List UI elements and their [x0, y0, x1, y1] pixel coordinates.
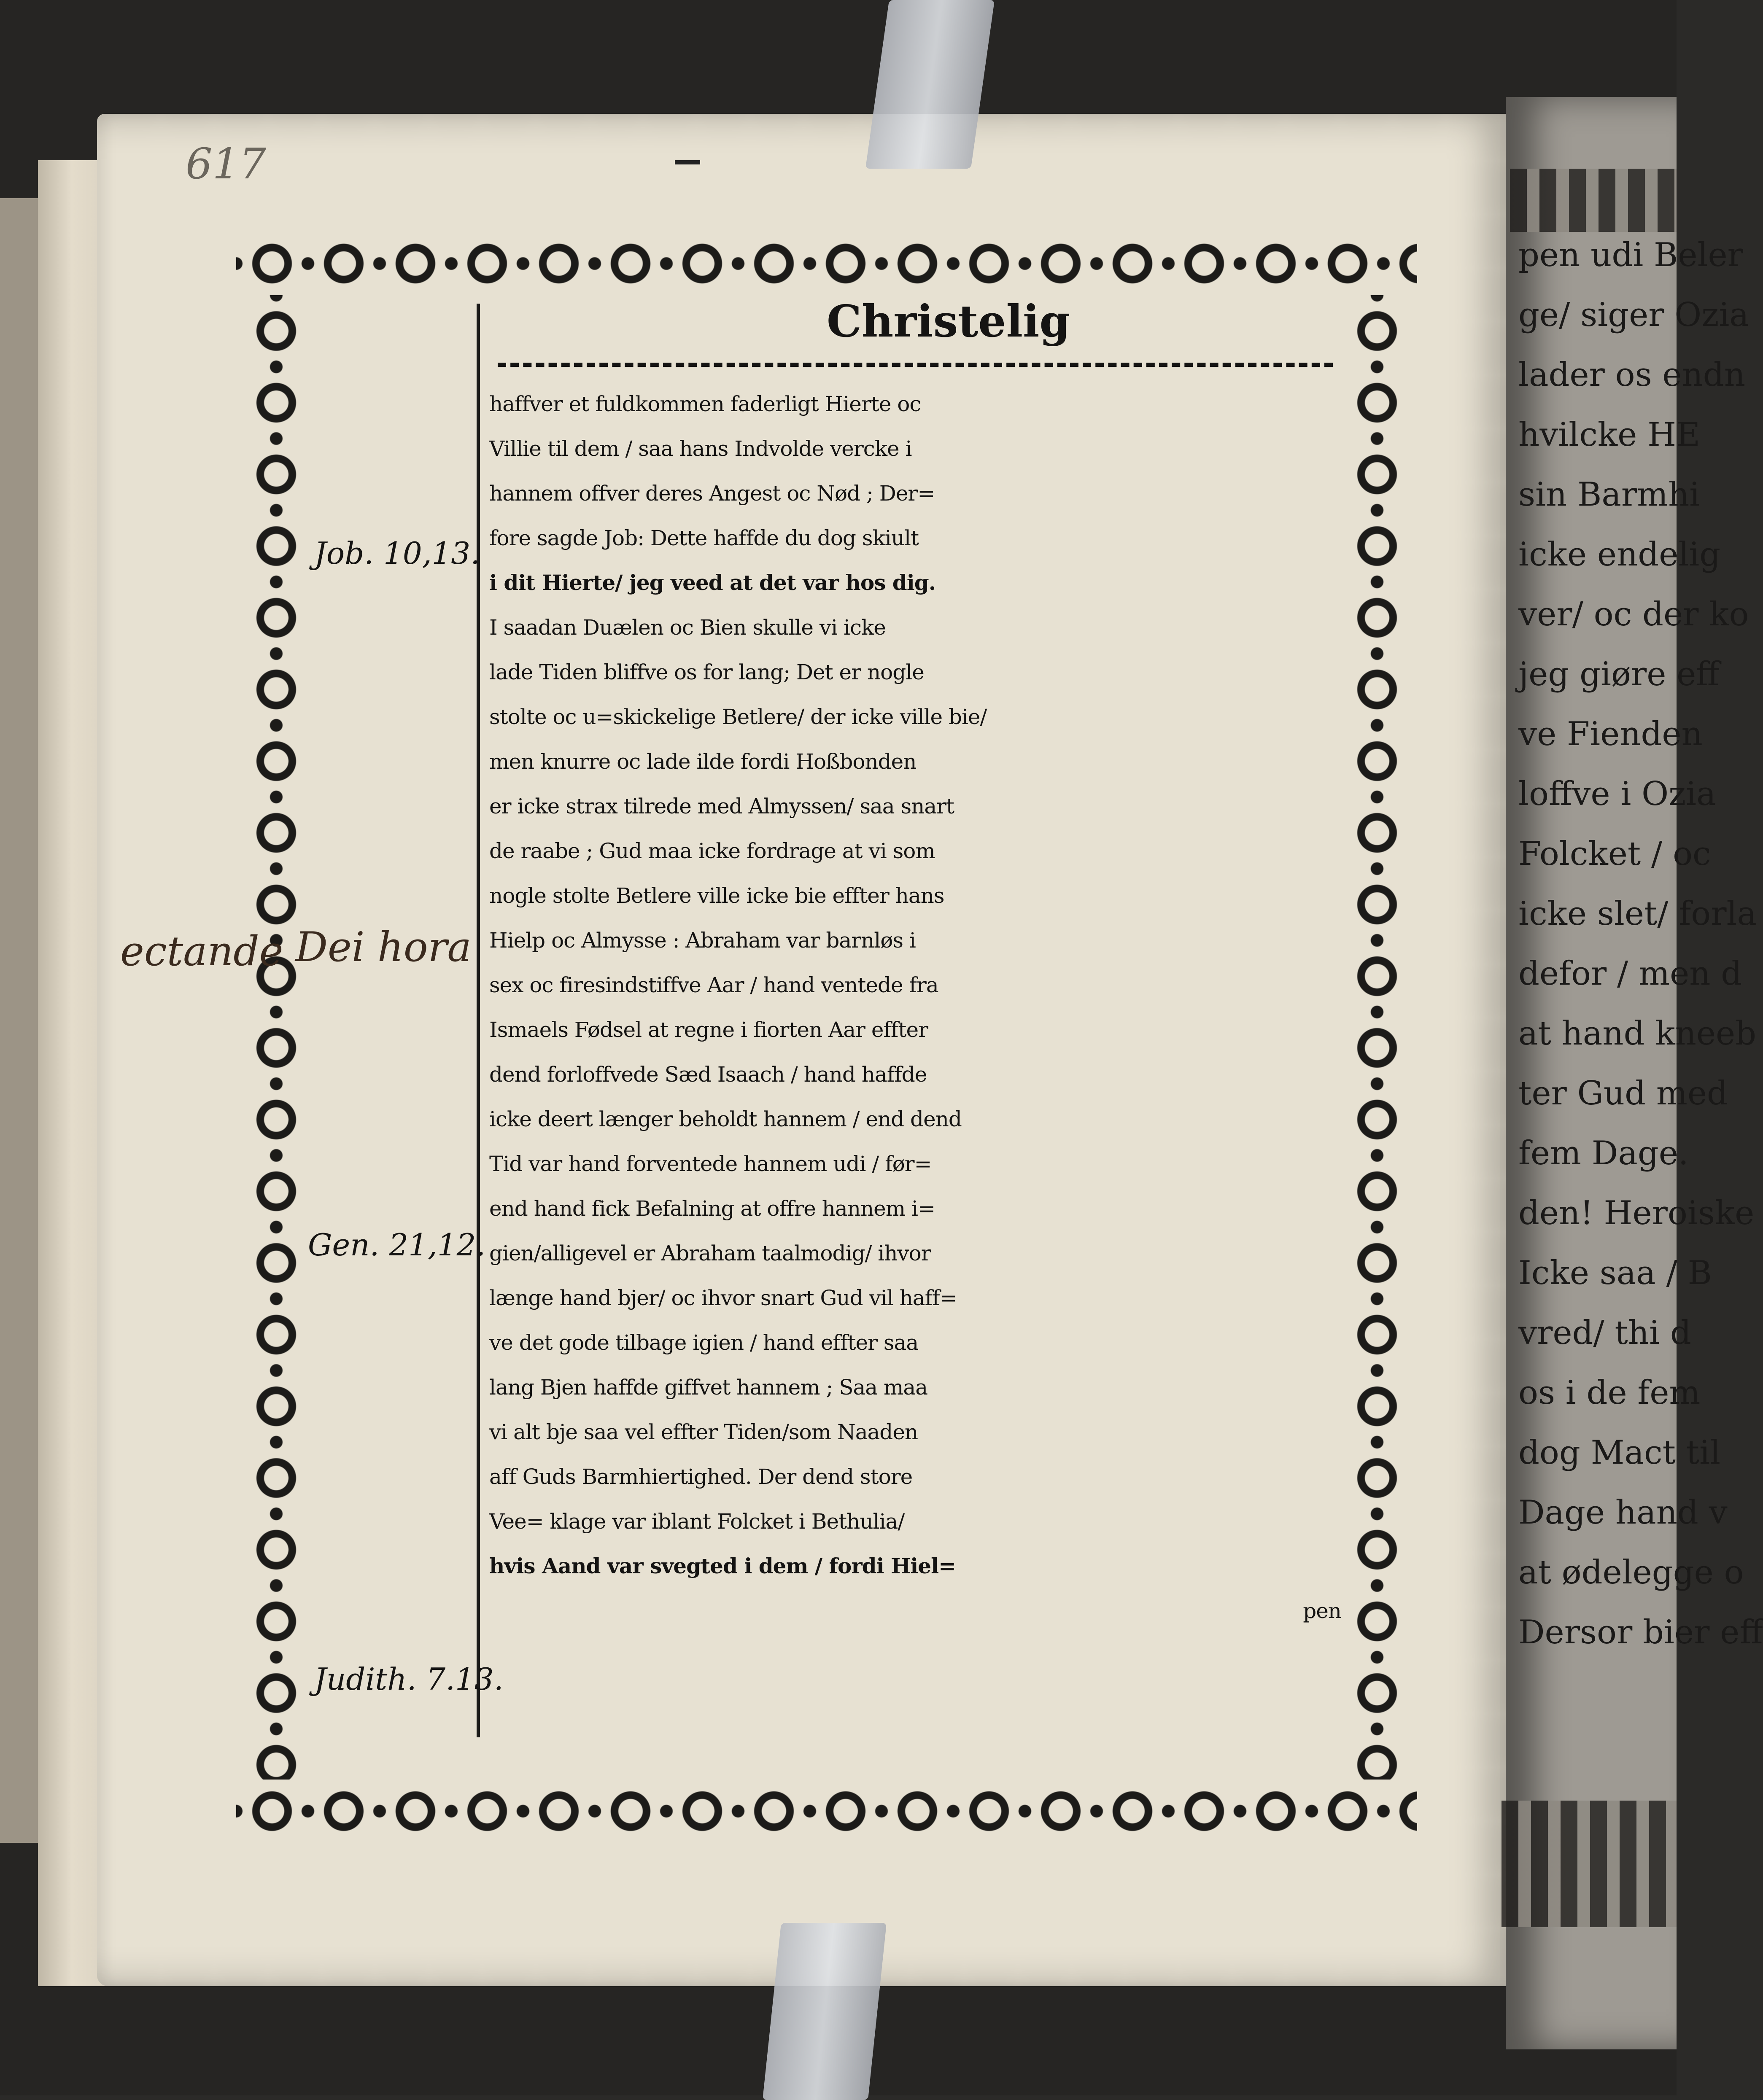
running-head: Christelig — [827, 295, 1070, 347]
text-line: gien/alligevel er Abraham taalmodig/ ihvor — [489, 1241, 931, 1265]
facing-text-line: lader os endn — [1518, 356, 1745, 394]
facing-text-line: loffve i Ozia — [1518, 775, 1716, 813]
text-line: Villie til dem / saa hans Indvolde vercke i — [489, 436, 912, 461]
ornamental-border-top — [236, 228, 1417, 299]
facing-text-line: dog Mact til — [1518, 1434, 1721, 1472]
text-line: icke deert længer beholdt hannem / end dend — [489, 1107, 962, 1131]
margin-note-gen: Gen. 21,12. — [308, 1227, 486, 1263]
folio-number: 617 — [186, 139, 266, 188]
running-head-rule — [498, 363, 1333, 367]
facing-text-line: hvilcke HE — [1518, 416, 1701, 454]
text-line: hvis Aand var svegted i dem / fordi Hiel= — [489, 1553, 956, 1578]
text-line: i dit Hierte/ jeg veed at det var hos dig. — [489, 570, 936, 595]
text-line: pen — [1303, 1599, 1341, 1623]
facing-text-line: Dersor bier eff — [1518, 1613, 1763, 1651]
facing-text-line: Folcket / oc — [1518, 835, 1711, 873]
text-line: hannem offver deres Angest oc Nød ; Der= — [489, 481, 935, 506]
text-line: nogle stolte Betlere ville icke bie effter hans — [489, 883, 944, 908]
facing-text-line: ve Fienden — [1518, 715, 1703, 753]
text-line: er icke strax tilrede med Almyssen/ saa snart — [489, 794, 954, 818]
facing-text-line: defor / men d — [1518, 955, 1742, 993]
text-line: Ismaels Fødsel at regne i fiorten Aar effter — [489, 1018, 928, 1042]
facing-text-line: os i de fem — [1518, 1374, 1701, 1412]
facing-text-line: fem Dage. — [1518, 1134, 1689, 1172]
text-line: fore sagde Job: Dette haffde du dog skiult — [489, 526, 919, 550]
text-line: end hand fick Befalning at offre hannem i= — [489, 1196, 935, 1221]
ornamental-border-bottom — [236, 1775, 1417, 1855]
text-line: aff Guds Barmhiertighed. Der dend store — [489, 1465, 913, 1489]
text-line: ve det gode tilbage igien / hand effter saa — [489, 1330, 919, 1355]
facing-text-line: icke slet/ forla — [1518, 895, 1757, 933]
text-line: vi alt bje saa vel effter Tiden/som Naaden — [489, 1420, 918, 1444]
facing-text-line: Icke saa / B — [1518, 1254, 1712, 1292]
ornamental-border-left — [236, 295, 316, 1780]
facing-page-text — [1518, 236, 1763, 1704]
text-line: lade Tiden bliffve os for lang; Det er nogle — [489, 660, 924, 684]
text-line: Hielp oc Almysse : Abraham var barnløs i — [489, 928, 916, 953]
text-line: dend forloffvede Sæd Isaach / hand haffde — [489, 1062, 927, 1087]
text-line: I saadan Duælen oc Bien skulle vi icke — [489, 615, 886, 640]
text-line: sex oc firesindstiffve Aar / hand ventede fra — [489, 973, 938, 997]
handwritten-note-left: ectande — [120, 928, 283, 975]
facing-text-line: ter Gud med — [1518, 1074, 1728, 1112]
facing-text-line: ge/ siger Ozia — [1518, 296, 1749, 334]
facing-text-line: ver/ oc der ko — [1518, 595, 1749, 633]
facing-text-line: sin Barmhi — [1518, 476, 1700, 514]
text-line: længe hand bjer/ oc ihvor snart Gud vil haff= — [489, 1286, 957, 1310]
main-text-block — [489, 382, 1341, 1633]
text-line: stolte oc u=skickelige Betlere/ der icke ville bie/ — [489, 705, 987, 729]
text-line: Tid var hand forventede hannem udi / før= — [489, 1152, 932, 1176]
facing-text-line: icke endelig — [1518, 536, 1721, 573]
text-line: haffver et fuldkommen faderligt Hierte oc — [489, 392, 921, 416]
facing-text-line: pen udi Beler — [1518, 236, 1743, 274]
facing-text-line: vred/ thi d — [1518, 1314, 1691, 1352]
top-mark — [675, 160, 700, 164]
text-line: Vee= klage var iblant Folcket i Bethulia/ — [489, 1509, 905, 1534]
facing-text-line: den! Heroiske — [1518, 1194, 1755, 1232]
facing-text-line: Dage hand v — [1518, 1494, 1728, 1532]
facing-text-line: at ødelegge o — [1518, 1553, 1744, 1591]
facing-text-line: jeg giøre eff — [1518, 655, 1720, 693]
handwritten-note-right: Dei hora — [295, 923, 472, 971]
right-page-bottom-border — [1502, 1801, 1677, 1927]
bottom-clamp — [763, 1923, 887, 2100]
ornamental-border-right — [1337, 295, 1417, 1780]
facing-text-line: at hand kneeb — [1518, 1015, 1757, 1053]
right-page-top-border — [1510, 169, 1677, 232]
text-line: men knurre oc lade ilde fordi Hoßbonden — [489, 749, 917, 774]
margin-note-job: Job. 10,13. — [314, 536, 480, 571]
text-line: lang Bjen haffde giffvet hannem ; Saa maa — [489, 1375, 928, 1400]
margin-column-rule — [477, 304, 480, 1737]
text-line: de raabe ; Gud maa icke fordrage at vi som — [489, 839, 935, 863]
margin-note-judith: Judith. 7.13. — [314, 1661, 504, 1697]
